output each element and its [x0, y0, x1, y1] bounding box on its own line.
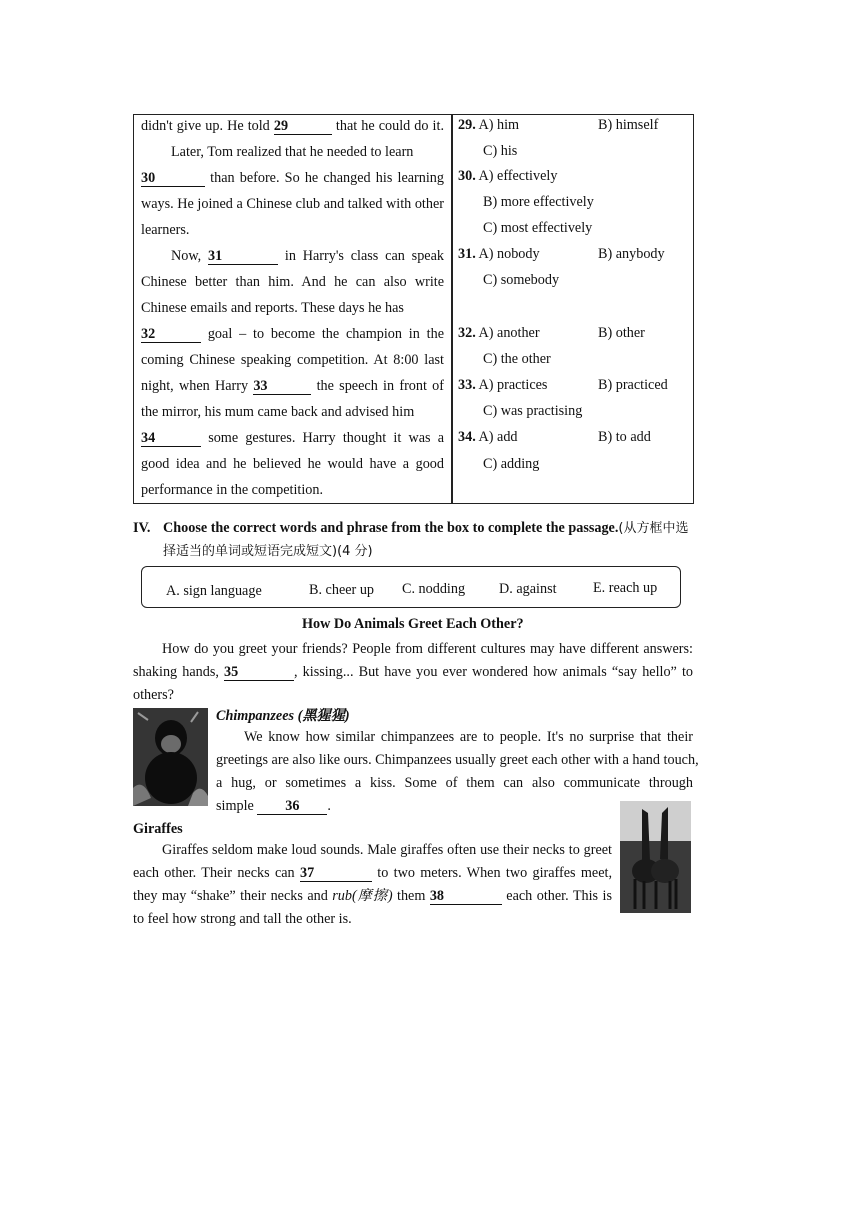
- chimp-line-1: We know how similar chimpanzees are to people. It's no surprise that their: [244, 729, 693, 745]
- giraffe-line-4: to feel how strong and tall the other is.: [133, 911, 352, 927]
- question-31-option-a[interactable]: 31. A) nobody: [458, 246, 540, 262]
- passage-line-14: good idea and he believed he would have a good: [141, 456, 444, 472]
- question-32-option-c[interactable]: C) the other: [483, 351, 551, 367]
- question-30-option-b[interactable]: B) more effectively: [483, 194, 594, 210]
- blank-35: 35: [224, 664, 294, 681]
- question-29-option-a[interactable]: 29. A) him: [458, 117, 520, 133]
- giraffe-heading: Giraffes: [133, 821, 183, 837]
- blank-30: 30: [141, 170, 205, 187]
- passage-line-2: Later, Tom realized that he needed to learn: [171, 144, 414, 160]
- blank-32: 32: [141, 326, 201, 343]
- word-option-e: E. reach up: [593, 580, 658, 596]
- question-33-option-b[interactable]: B) practiced: [598, 377, 668, 393]
- question-33-option-c[interactable]: C) was practising: [483, 403, 583, 419]
- blank-31: 31: [208, 248, 278, 265]
- table-divider: [451, 114, 453, 504]
- chimp-line-2: greetings are also like ours. Chimpanzees usually greet each other with a hand touch,: [216, 752, 699, 768]
- passage-line-7: Chinese better than him. And he can also write: [141, 274, 444, 290]
- passage-line-4: ways. He joined a Chinese club and talked with other: [141, 196, 444, 212]
- passage-line-12: the mirror, his mum came back and advised him: [141, 404, 415, 420]
- passage-line-6: Now, 31 in Harry's class can speak: [171, 248, 444, 264]
- passage-line-10: coming Chinese speaking competition. At 8:00 last: [141, 352, 444, 368]
- passage-line-11: night, when Harry 33 the speech in front of: [141, 378, 445, 394]
- question-30-option-c[interactable]: C) most effectively: [483, 220, 593, 236]
- passage-line-1: didn't give up. He told 29 that he could do it.: [141, 118, 444, 134]
- giraffe-image: [620, 801, 691, 913]
- section-4-instruction: Choose the correct words and phrase from the box to complete the passage.(从方框中选: [163, 520, 689, 536]
- question-32-option-a[interactable]: 32. A) another: [458, 325, 540, 341]
- chimpanzee-image: [133, 708, 208, 806]
- giraffe-line-2: each other. Their necks can 37 to two meters. When two giraffes meet,: [133, 865, 612, 881]
- word-option-c: C. nodding: [402, 581, 466, 597]
- question-34-option-a[interactable]: 34. A) add: [458, 429, 518, 445]
- passage-line-5: learners.: [141, 222, 190, 238]
- word-option-a: A. sign language: [166, 583, 262, 599]
- section-4-instruction-cn: 择适当的单词或短语完成短文)(4 分): [163, 544, 373, 559]
- passage-line-9: 32 goal – to become the champion in the: [141, 326, 444, 342]
- chimp-heading: Chimpanzees (黑猩猩): [216, 708, 350, 724]
- intro-line-2: shaking hands, 35 , kissing... But have you ever wondered how animals “say hello” to: [133, 664, 693, 680]
- passage-line-13: 34 some gestures. Harry thought it was a: [141, 430, 444, 446]
- passage-line-8: Chinese emails and reports. These days he has: [141, 300, 404, 316]
- question-29-option-b[interactable]: B) himself: [598, 117, 659, 133]
- blank-29: 29: [274, 118, 332, 135]
- question-31-option-c[interactable]: C) somebody: [483, 272, 560, 288]
- giraffe-line-3: they may “shake” their necks and rub(摩擦) them 38 each other. This is: [133, 888, 612, 904]
- giraffe-line-1: Giraffes seldom make loud sounds. Male giraffes often use their necks to greet: [162, 842, 612, 858]
- passage-title: How Do Animals Greet Each Other?: [302, 616, 524, 632]
- question-30-option-a[interactable]: 30. A) effectively: [458, 168, 558, 184]
- question-34-option-c[interactable]: C) adding: [483, 456, 540, 472]
- passage-line-15: performance in the competition.: [141, 482, 324, 498]
- word-option-b: B. cheer up: [309, 582, 375, 598]
- intro-line-1: How do you greet your friends? People from different cultures may have different answers:: [162, 641, 693, 657]
- chimp-line-4: simple 36 .: [216, 798, 331, 814]
- chimp-line-3: a hug, or sometimes a kiss. Some of them can also communicate through: [216, 775, 693, 791]
- passage-line-3: 30 than before. So he changed his learning: [141, 170, 444, 186]
- question-32-option-b[interactable]: B) other: [598, 325, 645, 341]
- question-29-option-c[interactable]: C) his: [483, 143, 518, 159]
- blank-38: 38: [430, 888, 502, 905]
- question-33-option-a[interactable]: 33. A) practices: [458, 377, 548, 393]
- intro-line-3: others?: [133, 687, 174, 703]
- question-31-option-b[interactable]: B) anybody: [598, 246, 665, 262]
- blank-34: 34: [141, 430, 201, 447]
- blank-33: 33: [253, 378, 311, 395]
- blank-36: 36: [257, 798, 327, 815]
- word-option-d: D. against: [499, 581, 557, 597]
- blank-37: 37: [300, 865, 372, 882]
- question-34-option-b[interactable]: B) to add: [598, 429, 651, 445]
- section-4-numeral: IV.: [133, 520, 151, 536]
